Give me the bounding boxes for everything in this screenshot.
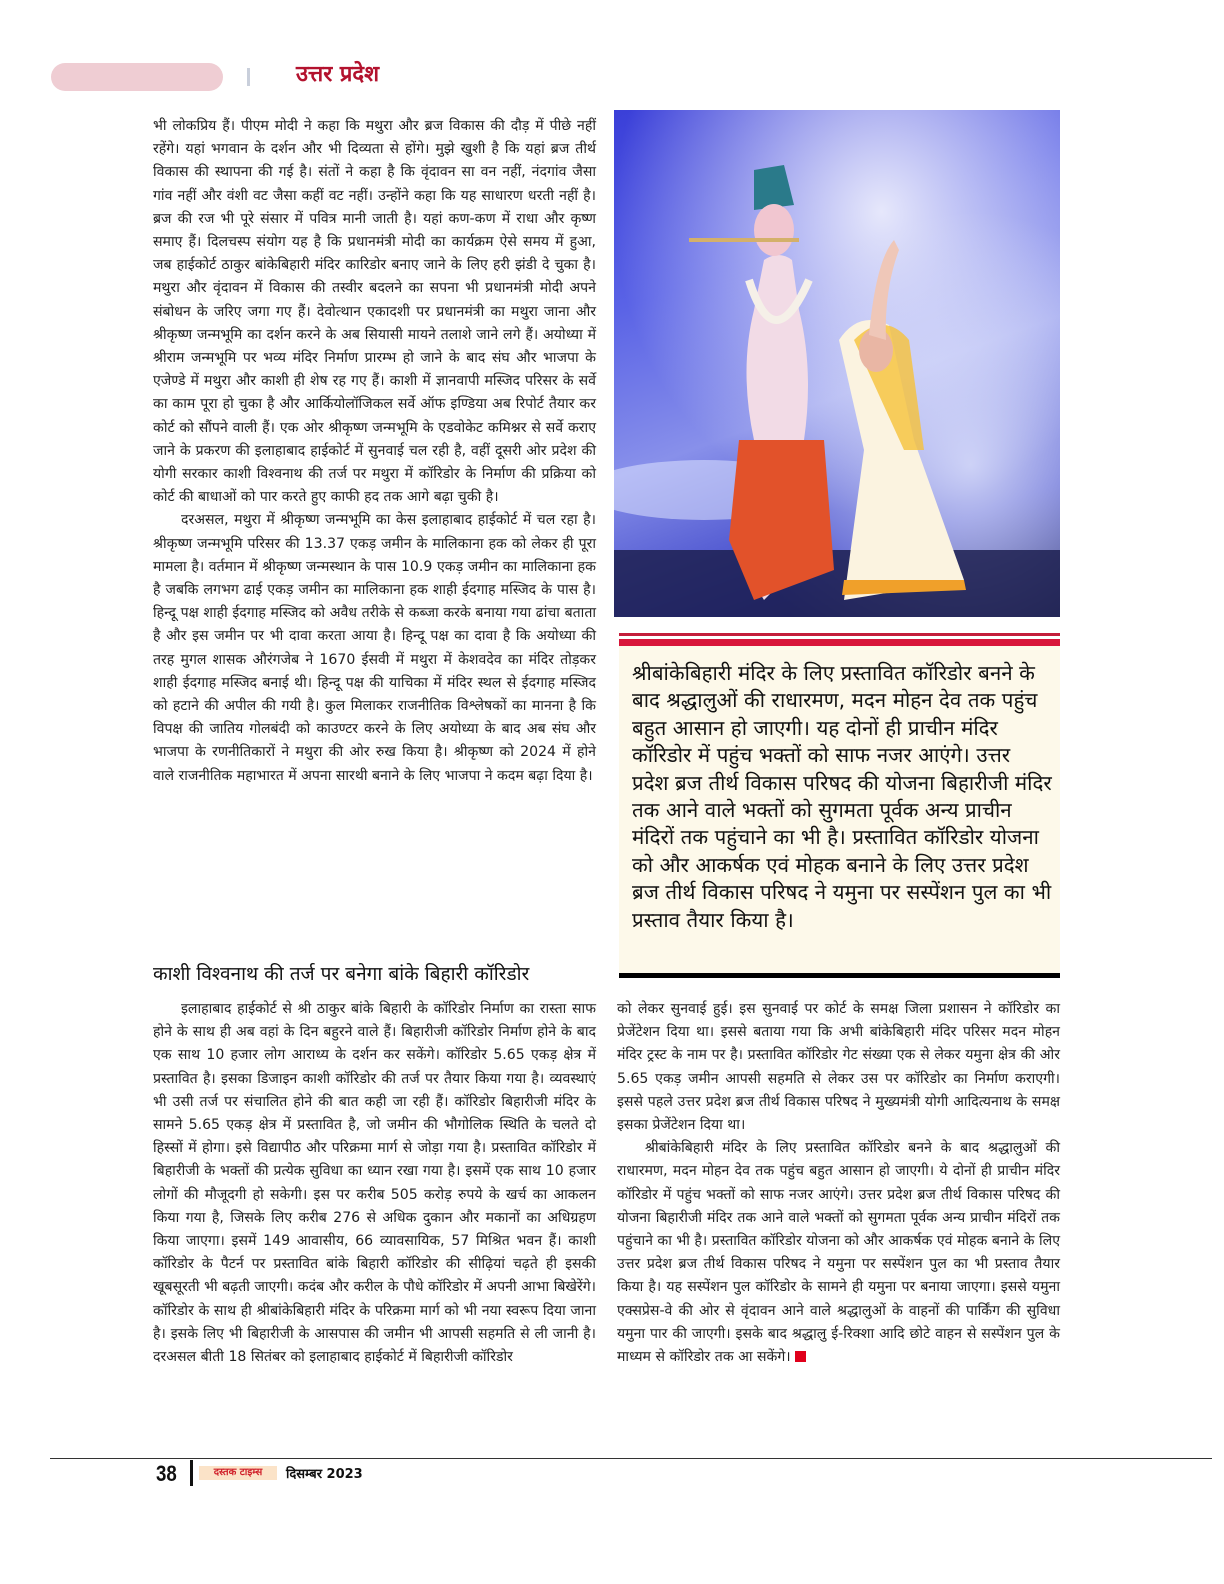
quote-top-rule-thick (619, 639, 1060, 646)
page-number: 38 (156, 1461, 177, 1486)
quote-bottom-rule (619, 973, 1060, 978)
footer-separator (190, 1460, 193, 1486)
article-column-right-bottom (617, 998, 1060, 1369)
photo-illustration (614, 110, 1060, 617)
article-column-left-bottom (153, 998, 596, 1369)
paragraph: को लेकर सुनवाई हुई। इस सुनवाई पर कोर्ट के समक्ष जिला प्रशासन ने कॉरिडोर का प्रेजेंटेशन दिया था। इससे बताया गया कि अभी बांकेबिहारी मंदिर परिसर मदन मोहन मंदिर ट्रस्ट के नाम पर है। प्रस्तावित कॉरिडोर गेट संख्या एक से लेकर यमुना क्षेत्र की ओर 5.65 एकड़ जमीन आपसी सहमति से लेकर उस पर कॉरिडोर का निर्माण कराएगी। इससे पहले उत्तर प्रदेश ब्रज तीर्थ विकास परिषद ने मुख्यमंत्री योगी आदित्यनाथ के समक्ष इसका प्रेजेंटेशन दिया था। (617, 1001, 1060, 1134)
article-end-mark-icon (795, 1351, 806, 1362)
header-separator (247, 68, 250, 86)
paragraph: दरअसल, मथुरा में श्रीकृष्ण जन्मभूमि का केस इलाहाबाद हाईकोर्ट में चल रहा है। श्रीकृष्ण जन्मभूमि परिसर की 13.37 एकड़ जमीन के मालिकाना हक को लेकर ही पूरा मामला है। वर्तमान में श्रीकृष्ण जन्मस्थान के पास 10.9 एकड़ जमीन का मालिकाना हक है जबकि लगभग ढाई एकड़ जमीन का मालिकाना हक शाही ईदगाह मस्जिद के पास है। हिन्दू पक्ष शाही ईदगाह मस्जिद को अवैध तरीके से कब्जा करके बनाया गया ढांचा बताता है और इस जमीन पर भी दावा करता आया है। हिन्दू पक्ष का दावा है कि अयोध्या की तरह मुगल शासक औरंगजेब ने 1670 ईसवी में मथुरा में केशवदेव का मंदिर तोड़कर शाही ईदगाह मस्जिद बनाई थी। हिन्दू पक्ष की याचिका में मंदिर स्थल से ईदगाह मस्जिद को हटाने की अपील की गयी है। कुल मिलाकर राजनीतिक विश्लेषकों का मानना है कि विपक्ष की जातिय गोलबंदी को काउण्टर करने के लिए अयोध्या के बाद अब संघ और भाजपा के रणनीतिकारों ने मथुरा की ओर रुख किया है। श्रीकृष्ण को 2024 में होने वाले राजनीतिक महाभारत में अपना सारथी बनाने के लिए भाजपा ने कदम बढ़ा दिया है। (153, 512, 596, 784)
quote-top-rule-thin (619, 633, 1060, 636)
paragraph: भी लोकप्रिय हैं। पीएम मोदी ने कहा कि मथुरा और ब्रज विकास की दौड़ में पीछे नहीं रहेंगे। यहां भगवान के दर्शन और भी दिव्यता से होंगे। मुझे खुशी है कि यहां ब्रज तीर्थ विकास की स्थापना की गई है। संतों ने कहा है कि वृंदावन सा वन नहीं, नंदगांव जैसा गांव नहीं और वंशी वट जैसा कहीं वट नहीं। उन्होंने कहा कि यह साधारण धरती नहीं है। ब्रज की रज भी पूरे संसार में पवित्र मानी जाती है। यहां कण-कण में राधा और कृष्ण समाए हैं। दिलचस्प संयोग यह है कि प्रधानमंत्री मोदी का कार्यक्रम ऐसे समय में हुआ, जब हाईकोर्ट ठाकुर बांकेबिहारी मंदिर कारिडोर बनाए जाने के लिए हरी झंडी दे चुका है। मथुरा और वृंदावन में विकास की तस्वीर बदलने का सपना भी प्रधानमंत्री मोदी अपने संबोधन के जरिए जगा गए हैं। देवोत्थान एकादशी पर प्रधानमंत्री का मथुरा जाना और श्रीकृष्ण जन्मभूमि का दर्शन करने के अब सियासी मायने तलाशे जाने लगे हैं। अयोध्या में श्रीराम जन्मभूमि पर भव्य मंदिर निर्माण प्रारम्भ हो जाने के बाद संघ और भाजपा के एजेण्डे में मथुरा और काशी ही शेष रह गए हैं। काशी में ज्ञानवापी मस्जिद परिसर के सर्वे का काम पूरा हो चुका है और आर्कियोलॉजिकल सर्वे ऑफ इण्डिया अब रिपोर्ट तैयार कर कोर्ट को सौंपने वाली हैं। एक ओर श्रीकृष्ण जन्मभूमि के एडवोकेट कमिश्नर से सर्वे कराए जाने के प्रकरण की इलाहाबाद हाईकोर्ट में सुनवाई चल रही है, वहीं दूसरी ओर प्रदेश की योगी सरकार काशी विश्वनाथ की तर्ज पर मथुरा में कॉरिडोर के निर्माण की प्रक्रिया को कोर्ट की बाधाओं को पार करते हुए काफी हद तक आगे बढ़ा चुकी है। (153, 118, 596, 506)
krishna-radha-dance-photo (614, 110, 1060, 617)
issue-date: दिसम्बर 2023 (286, 1467, 363, 1482)
header-decorative-pill (51, 63, 223, 91)
article-subheading: काशी विश्वनाथ की तर्ज पर बनेगा बांके बिहारी कॉरिडोर (153, 963, 530, 985)
magazine-logo-text: दस्तक टाइम्स (213, 1467, 263, 1478)
section-title: उत्तर प्रदेश (296, 62, 380, 87)
article-column-left-top (153, 115, 596, 788)
paragraph: इलाहाबाद हाईकोर्ट से श्री ठाकुर बांके बिहारी के कॉरिडोर निर्माण का रास्ता साफ होने के साथ ही अब वहां के दिन बहुरने वाले हैं। बिहारीजी कॉरिडोर निर्माण होने के बाद एक साथ 10 हजार लोग आराध्य के दर्शन कर सकेंगे। कॉरिडोर 5.65 एकड़ क्षेत्र में प्रस्तावित है। इसका डिजाइन काशी कॉरिडोर की तर्ज पर तैयार किया गया है। व्यवस्थाएं भी उसी तर्ज पर संचालित होने की बात कही जा रही हैं। कॉरिडोर बिहारीजी मंदिर के सामने 5.65 एकड़ क्षेत्र में प्रस्तावित है, जो जमीन की भौगोलिक स्थिति के चलते दो हिस्सों में होगा। इसे विद्यापीठ और परिक्रमा मार्ग से जोड़ा गया है। प्रस्तावित कॉरिडोर में बिहारीजी के भक्तों की प्रत्येक सुविधा का ध्यान रखा गया है। इसमें एक साथ 10 हजार लोगों की मौजूदगी हो सकेगी। इस पर करीब 505 करोड़ रुपये के खर्च का आकलन किया गया है, जिसके लिए करीब 276 से अधिक दुकान और मकानों का अधिग्रहण किया जाएगा। इसमें 149 आवासीय, 66 व्यावसायिक, 57 मिश्रित भवन हैं। काशी कॉरिडोर के पैटर्न पर प्रस्तावित बांके बिहारी कॉरिडोर की सीढ़ियां चढ़ते ही इसकी खूबसूरती भी बढ़ती जाएगी। कदंब और करील के पौधे कॉरिडोर में अपनी आभा बिखेरेंगे। कॉरिडोर के साथ ही श्रीबांकेबिहारी मंदिर के परिक्रमा मार्ग को भी नया स्वरूप दिया जाना है। इसके लिए भी बिहारीजी के आसपास की जमीन भी आपसी सहमति से ली जानी है। दरअसल बीती 18 सितंबर को इलाहाबाद हाईकोर्ट में बिहारीजी कॉरिडोर (153, 1001, 596, 1366)
footer-rule (50, 1458, 1212, 1459)
pull-quote-text: श्रीबांकेबिहारी मंदिर के लिए प्रस्तावित कॉरिडोर बनने के बाद श्रद्धालुओं की राधारमण, मदन मोहन देव तक पहुंच बहुत आसान हो जाएगी। यह दोनों ही प्राचीन मंदिर कॉरिडोर में पहुंच भक्तों को साफ नजर आएंगे। उत्तर प्रदेश ब्रज तीर्थ विकास परिषद की योजना बिहारीजी मंदिर तक आने वाले भक्तों को सुगमता पूर्वक अन्य प्राचीन मंदिरों तक पहुंचाने का भी है। प्रस्तावित कॉरिडोर योजना को और आकर्षक एवं मोहक बनाने के लिए उत्तर प्रदेश ब्रज तीर्थ विकास परिषद ने यमुना पर सस्पेंशन पुल का भी प्रस्ताव तैयार किया है। (632, 661, 1052, 932)
magazine-logo (199, 1466, 277, 1480)
paragraph-text: श्रीबांकेबिहारी मंदिर के लिए प्रस्तावित कॉरिडोर बनने के बाद श्रद्धालुओं की राधारमण, मदन मोहन देव तक पहुंच बहुत आसान हो जाएगी। ये दोनों ही प्राचीन मंदिर कॉरिडोर में पहुंच भक्तों को साफ नजर आएंगे। उत्तर प्रदेश ब्रज तीर्थ विकास परिषद की योजना बिहारीजी मंदिर तक आने वाले भक्तों को सुगमता पूर्वक अन्य प्राचीन मंदिरों तक पहुंचाने का भी है। प्रस्तावित कॉरिडोर योजना को और आकर्षक एवं मोहक बनाने के लिए उत्तर प्रदेश ब्रज तीर्थ विकास परिषद ने यमुना पर सस्पेंशन पुल का भी प्रस्ताव तैयार किया है। यह सस्पेंशन पुल कॉरिडोर के सामने ही यमुना पर बनाया जाएगा। इससे यमुना एक्सप्रेस-वे की ओर से वृंदावन आने वाले श्रद्धालुओं के वाहनों की पार्किंग की सुविधा यमुना पार की जाएगी। इसके बाद श्रद्धालु ई-रिक्शा आदि छोटे वाहन से सस्पेंशन पुल के माध्यम से कॉरिडोर तक आ सकेंगे। (617, 1140, 1060, 1366)
paragraph (617, 1137, 1060, 1369)
